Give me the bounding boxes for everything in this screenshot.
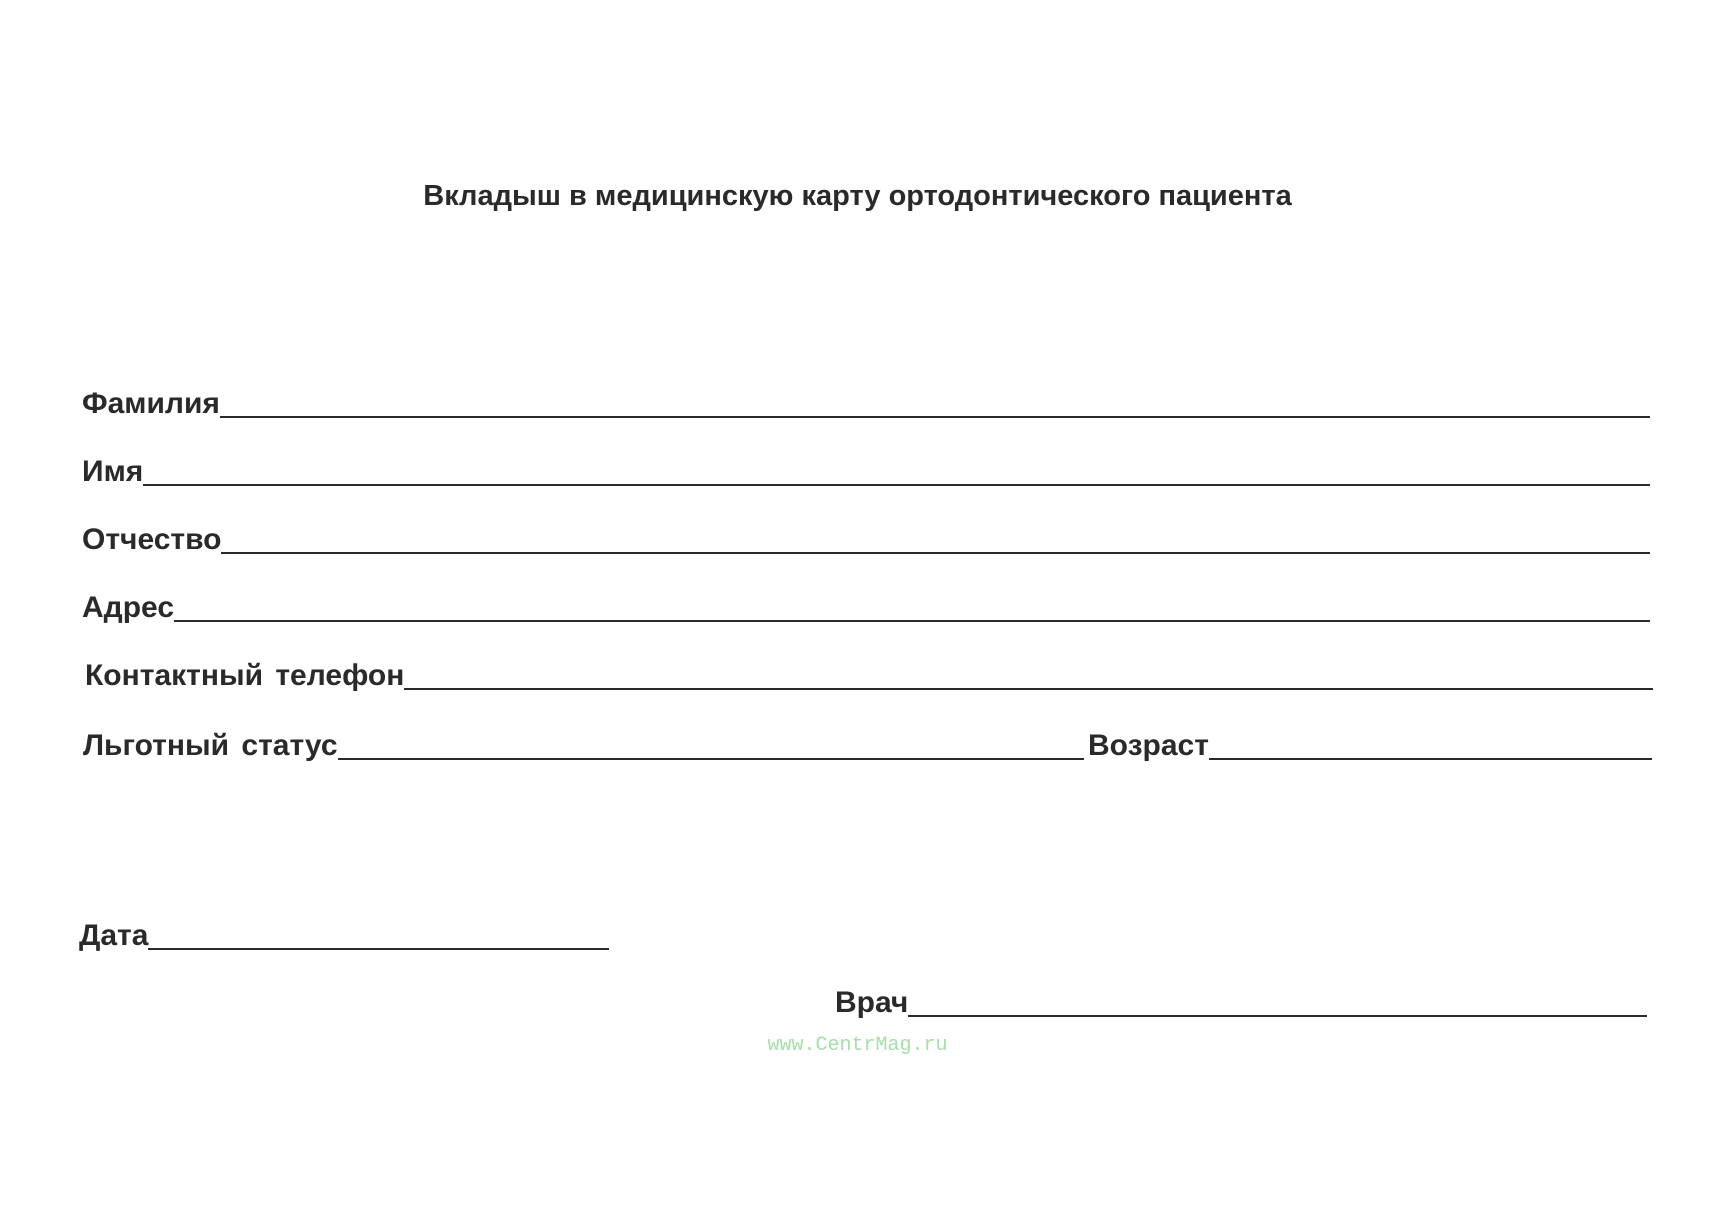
patronymic-line[interactable] [221,552,1650,554]
address-field[interactable] [82,582,1650,626]
benefit-status-field[interactable] [83,720,1084,764]
age-field[interactable] [1088,720,1652,764]
benefit-status-line[interactable] [338,758,1084,760]
benefit-status-label: Льготный статус [83,729,338,762]
age-label: Возраст [1088,729,1209,762]
phone-label: Контактный телефон [85,659,405,692]
date-line[interactable] [148,948,609,950]
phone-line[interactable] [404,688,1653,690]
form-title: Вкладыш в медицинскую карту ортодонтического пациента [423,180,1292,212]
date-field[interactable] [79,910,609,954]
patronymic-field[interactable] [82,514,1650,558]
patronymic-label: Отчество [82,523,222,556]
first-name-label: Имя [82,455,144,488]
address-line[interactable] [174,620,1650,622]
doctor-field[interactable] [835,977,1647,1021]
phone-field[interactable] [85,650,1653,694]
surname-label: Фамилия [82,387,220,420]
first-name-line[interactable] [143,484,1650,486]
age-line[interactable] [1209,758,1652,760]
watermark-text: www.CentrMag.ru [767,1034,948,1057]
address-label: Адрес [82,591,175,624]
doctor-label: Врач [835,986,909,1019]
date-label: Дата [79,919,149,952]
first-name-field[interactable] [82,446,1650,490]
surname-line[interactable] [220,416,1650,418]
doctor-line[interactable] [908,1015,1647,1017]
surname-field[interactable] [82,378,1650,422]
